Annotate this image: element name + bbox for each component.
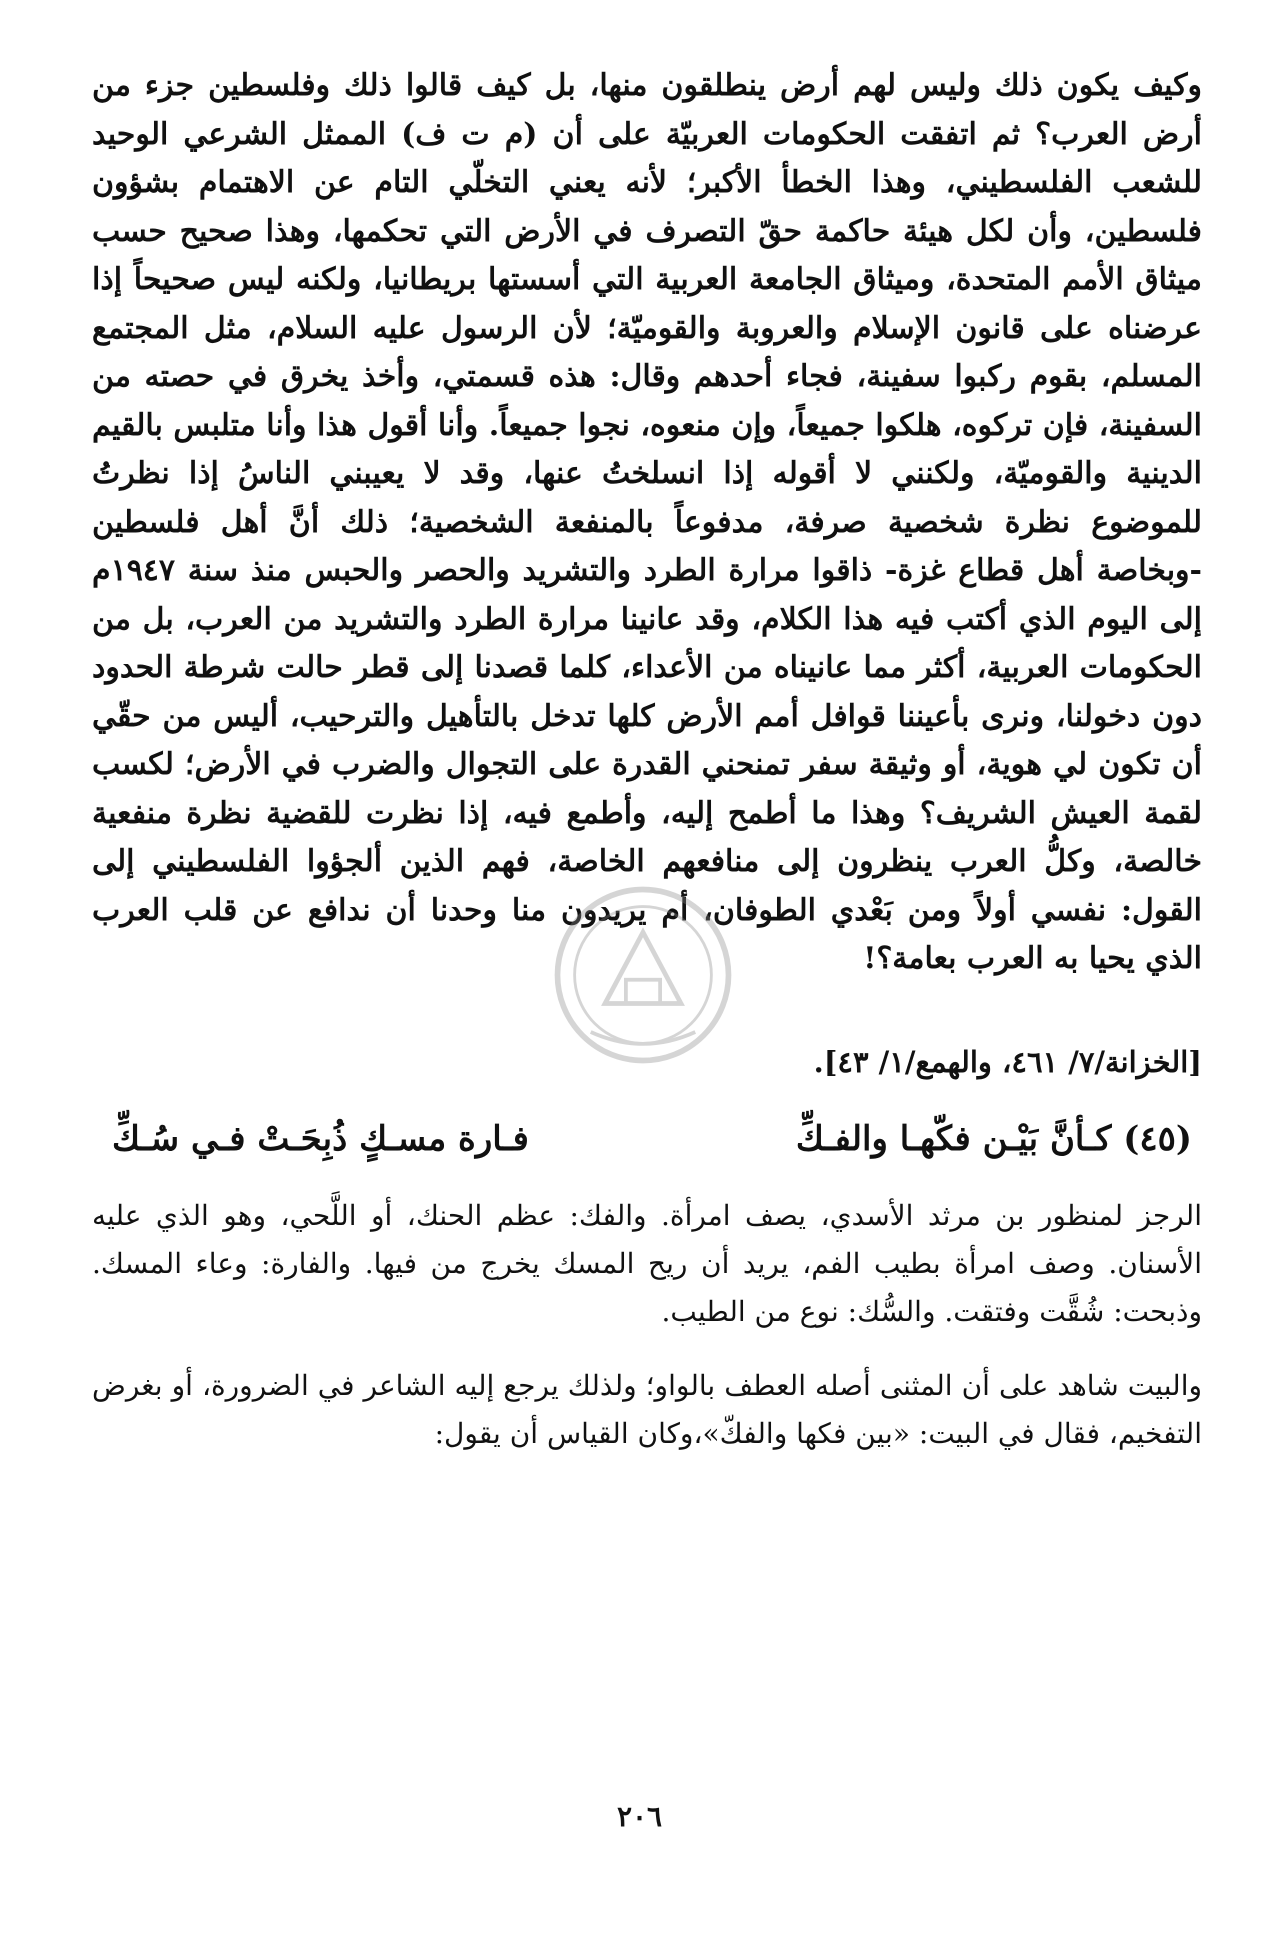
verse-second-hemistich: فـارة مسـكٍ ذُبِحَـتْ فـي سُـكِّ [112, 1118, 529, 1159]
verse-first-hemistich: (٤٥) كـأنَّ بَيْـن فكّهـا والفـكِّ [795, 1118, 1192, 1159]
verse-explanation: الرجز لمنظور بن مرثد الأسدي، يصف امرأة. والفك: عظم الحنك، أو اللَّحي، وهو الذي عليه الأسنان. وصف امرأة بطيب الفم، يريد أن ريح المسك يخرج من فيها. والفارة: وعاء المسك. وذبحت: شُقَّت وفتقت. والسُّك: نوع من الطيب. [92, 1198, 1202, 1328]
reference-citation: [الخزانة/٧/ ٤٦١، والهمع/١/ ٤٣]. [813, 1044, 1202, 1079]
page-body [92, 62, 1202, 1458]
verse-line [92, 1114, 1202, 1164]
page-number: ٢٠٦ [616, 1800, 663, 1833]
grammar-note: والبيت شاهد على أن المثنى أصله العطف بالواو؛ ولذلك يرجع إليه الشاعر في الضرورة، أو بغرض التفخيم، فقال في البيت: «بين فكها والفكّ»،وكان القياس أن يقول: [92, 1368, 1202, 1450]
main-paragraph: وكيف يكون ذلك وليس لهم أرض ينطلقون منها، بل كيف قالوا ذلك وفلسطين جزء من أرض العرب؟ ثم اتفقت الحكومات العربيّة على أن (م ت ف) الممثل الشرعي الوحيد للشعب الفلسطيني، وهذا الخطأ الأكبر؛ لأنه يعني التخلّي التام عن الاهتمام بشؤون فلسطين، وأن لكل هيئة حاكمة حقّ التصرف في الأرض التي تحكمها، وهذا صحيح حسب ميثاق الأمم المتحدة، وميثاق الجامعة العربية التي أسستها بريطانيا، ولكنه ليس صحيحاً إذا عرضناه على قانون الإسلام والعروبة والقوميّة؛ لأن الرسول عليه السلام، مثل المجتمع المسلم، بقوم ركبوا سفينة، فجاء أحدهم وقال: هذه قسمتي، وأخذ يخرق في حصته من السفينة، فإن تركوه، هلكوا جميعاً، وإن منعوه، نجوا جميعاً. وأنا أقول هذا وأنا متلبس بالقيم الدينية والقوميّة، ولكنني لا أقوله إذا انسلختُ عنها، وقد لا يعيبني الناسُ إذا نظرتُ للموضوع نظرة شخصية صرفة، مدفوعاً بالمنفعة الشخصية؛ ذلك أنَّ أهل فلسطين -وبخاصة أهل قطاع غزة- ذاقوا مرارة الطرد والتشريد والحصر والحبس منذ سنة ١٩٤٧م إلى اليوم الذي أكتب فيه هذا الكلام، وقد عانينا مرارة الطرد والتشريد من العرب، بل من الحكومات العربية، أكثر مما عانيناه من الأعداء، كلما قصدنا إلى قطر حالت شرطة الحدود دون دخولنا، ونرى بأعيننا قوافل أمم الأرض كلها تدخل بالتأهيل والترحيب، أليس من حقّي أن تكون لي هوية، أو وثيقة سفر تمنحني القدرة على التجوال والضرب في الأرض؛ لكسب لقمة العيش الشريف؟ وهذا ما أطمح إليه، وأطمع فيه، إذا نظرت للقضية نظرة منفعية خالصة، وكلُّ العرب ينظرون إلى منافعهم الخاصة، فهم الذين ألجؤوا الفلسطيني إلى القول: نفسي أولاً ومن بَعْدي الطوفان، أم يريدون منا وحدنا أن ندافع عن قلب العرب الذي يحيا به العرب بعامة؟! [92, 68, 1202, 976]
